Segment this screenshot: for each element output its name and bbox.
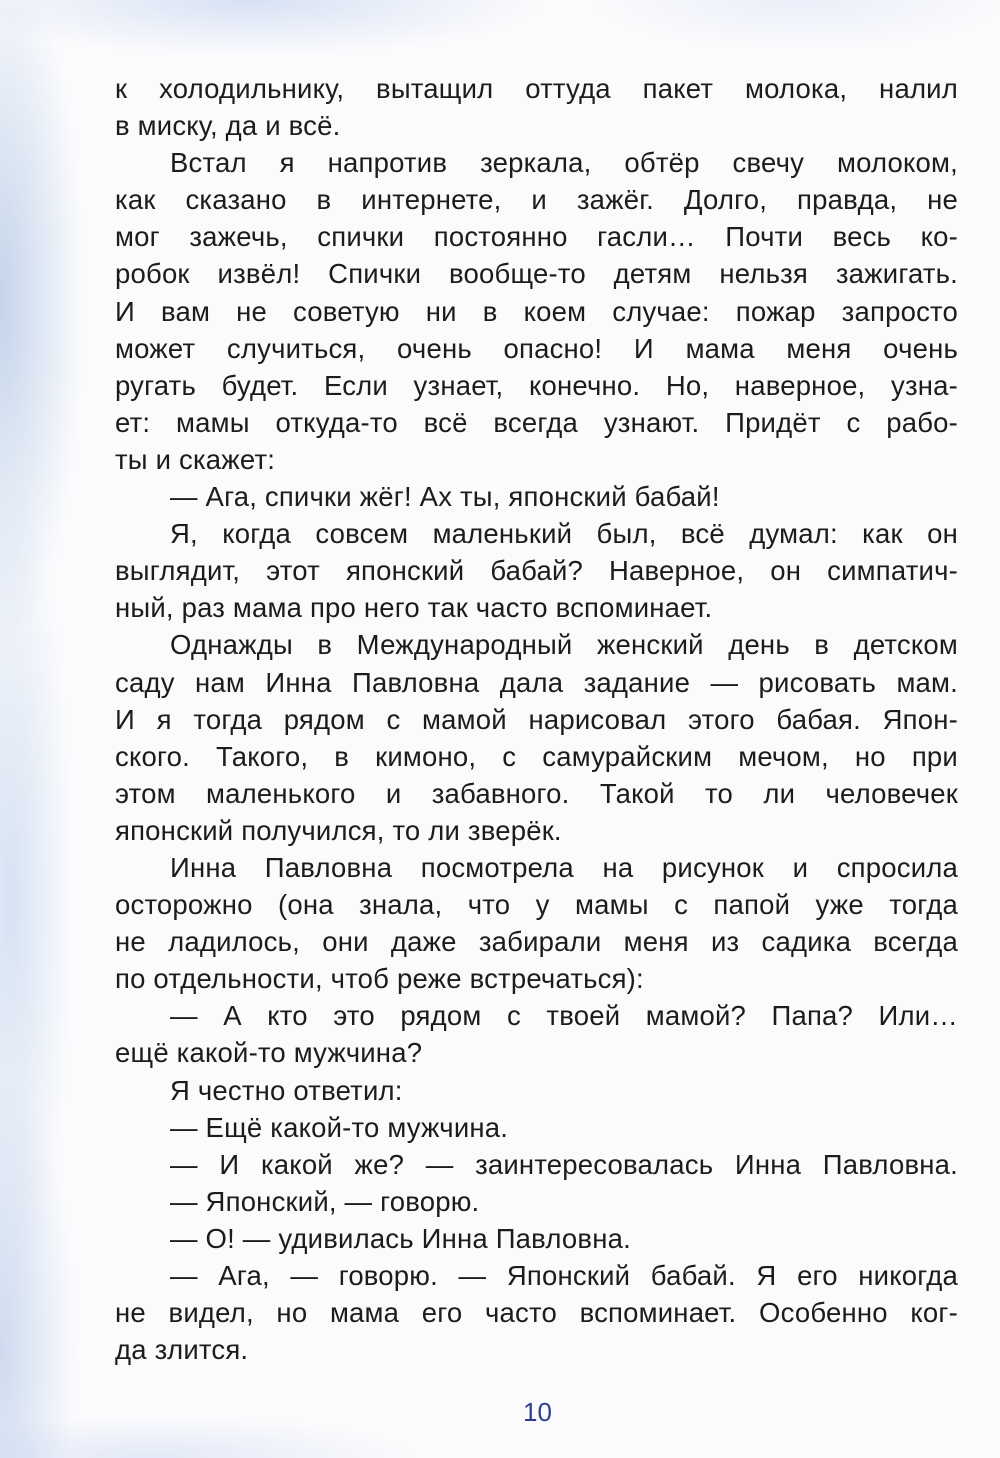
- text-line: — Японский, — говорю.: [170, 1185, 480, 1217]
- text-line: японский получился, то ли зверёк.: [115, 814, 562, 846]
- text-line: ет: мамы откуда-то всё всегда узнают. Придёт с рабо-: [115, 406, 958, 438]
- text-line: этом маленького и забавного. Такой то ли человечек: [115, 777, 958, 809]
- text-line: Я, когда совсем маленький был, всё думал: как он: [170, 518, 958, 550]
- text-line: Встал я напротив зеркала, обтёр свечу молоком,: [170, 147, 958, 179]
- text-line: Я честно ответил:: [170, 1074, 403, 1106]
- text-line: Однажды в Международный женский день в детском: [170, 629, 958, 661]
- text-line: да злится.: [115, 1334, 249, 1366]
- page-number: 10: [523, 1397, 552, 1427]
- text-line: осторожно (она знала, что у мамы с папой уже тогда: [115, 889, 958, 921]
- text-line: И я тогда рядом с мамой нарисовал этого бабая. Япон-: [115, 703, 958, 735]
- text-line: робок извёл! Спички вообще-то детям нельзя зажигать.: [115, 258, 958, 290]
- text-line: саду нам Инна Павловна дала задание — рисовать мам.: [115, 666, 958, 698]
- text-line: не видел, но мама его часто вспоминает. Особенно ког-: [115, 1297, 958, 1329]
- text-line: ругать будет. Если узнает, конечно. Но, наверное, узна-: [115, 369, 958, 401]
- text-line: — А кто это рядом с твоей мамой? Папа? Или…: [170, 1000, 958, 1032]
- text-line: ный, раз мама про него так часто вспоминает.: [115, 592, 713, 624]
- text-line: ты и скажет:: [115, 443, 276, 475]
- text-line: по отдельности, чтоб реже встречаться):: [115, 963, 644, 995]
- text-line: Инна Павловна посмотрела на рисунок и спросила: [170, 851, 958, 883]
- text-line: выглядит, этот японский бабай? Наверное, он симпатич-: [115, 555, 958, 587]
- text-line: мог зажечь, спички постоянно гасли… Почти весь ко-: [115, 221, 958, 253]
- text-line: может случиться, очень опасно! И мама меня очень: [115, 332, 958, 364]
- text-line: — Ага, спички жёг! Ах ты, японский бабай!: [170, 481, 720, 513]
- text-line: И вам не советую ни в коем случае: пожар запросто: [115, 295, 958, 327]
- text-line: в миску, да и всё.: [115, 110, 341, 142]
- text-line: не ладилось, они даже забирали меня из садика всегда: [115, 926, 958, 958]
- text-line: как сказано в интернете, и зажёг. Долго, правда, не: [115, 184, 958, 216]
- text-line: ского. Такого, в кимоно, с самурайским мечом, но при: [115, 740, 958, 772]
- body-text: [115, 70, 958, 1368]
- text-line: — О! — удивилась Инна Павловна.: [170, 1222, 631, 1254]
- text-line: ещё какой-то мужчина?: [115, 1037, 423, 1069]
- text-line: — И какой же? — заинтересовалась Инна Павловна.: [170, 1148, 958, 1180]
- text-line: — Ещё какой-то мужчина.: [170, 1111, 509, 1143]
- text-line: — Ага, — говорю. — Японский бабай. Я его никогда: [170, 1260, 958, 1291]
- text-line: к холодильнику, вытащил оттуда пакет молока, налил: [115, 73, 958, 104]
